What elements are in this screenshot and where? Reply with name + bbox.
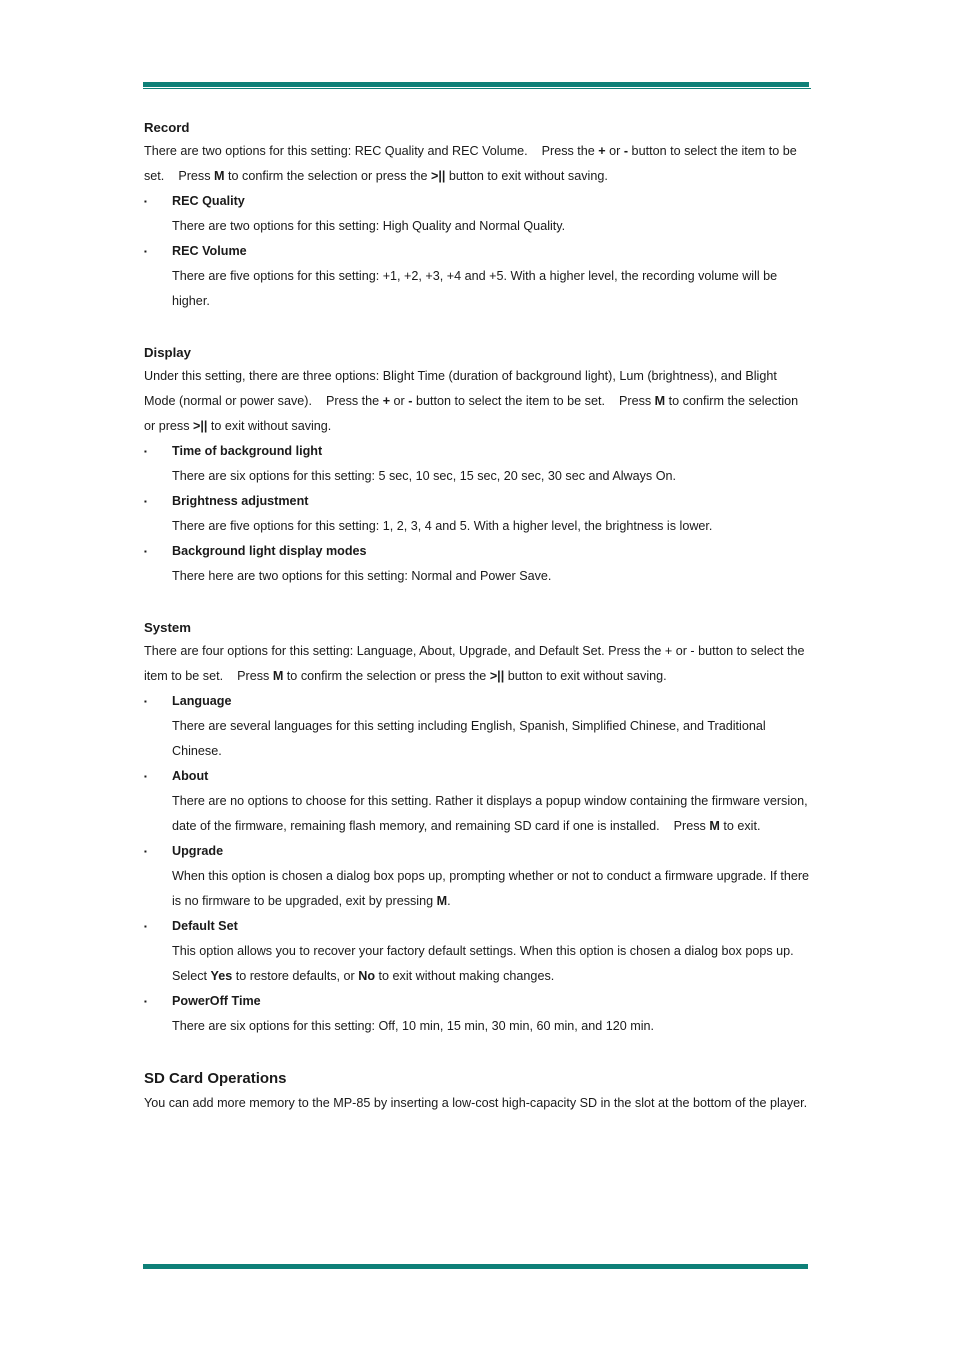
header-rule-thin: [143, 88, 811, 89]
list-item: [144, 839, 810, 914]
item-title: About: [172, 769, 209, 783]
bullet-icon: ▪: [144, 997, 147, 1006]
item-text: There are several languages for this setting including English, Spanish, Simplified Chinese, and Traditional Chinese.: [172, 719, 766, 758]
bullet-icon: ▪: [144, 197, 147, 206]
item-text: When this option is chosen a dialog box pops up, prompting whether or not to conduct a firmware upgrade. If there is no firmware to be upgraded, exit by pressing M.: [172, 869, 810, 908]
item-title: PowerOff Time: [172, 994, 261, 1008]
record-intro: There are two options for this setting: REC Quality and REC Volume. Press the + or - button to select the item to be set. Press M to confirm the selection or press the >|| button to exit without saving.: [144, 144, 797, 183]
bullet-icon: ▪: [144, 922, 147, 931]
section-title-record: Record: [144, 120, 190, 135]
list-item: [144, 439, 810, 489]
bullet-icon: ▪: [144, 497, 147, 506]
section-title-display: Display: [144, 345, 191, 360]
section-title-sdcard: SD Card Operations: [144, 1070, 287, 1087]
list-item: [144, 489, 810, 539]
list-item: [144, 189, 810, 239]
item-text: There are no options to choose for this setting. Rather it displays a popup window containing the firmware version, date of the firmware, remaining flash memory, and remaining SD card if one is installed. Press M to exit.: [172, 794, 808, 833]
page-content: [144, 116, 810, 1116]
display-intro: Under this setting, there are three options: Blight Time (duration of background light), Lum (brightness), and Blight Mode (normal or power save). Press the + or - button to select the item to be set. Press M to confirm the selection or press >|| to exit without saving.: [144, 369, 799, 433]
item-title: Brightness adjustment: [172, 494, 309, 508]
item-title: Upgrade: [172, 844, 224, 858]
list-item: [144, 689, 810, 764]
section-title-system: System: [144, 620, 191, 635]
item-text: There are six options for this setting: 5 sec, 10 sec, 15 sec, 20 sec, 30 sec and Always On.: [172, 469, 677, 483]
list-item: [144, 764, 810, 839]
bullet-icon: ▪: [144, 697, 147, 706]
bullet-icon: ▪: [144, 847, 147, 856]
bullet-icon: ▪: [144, 772, 147, 781]
item-title: Language: [172, 694, 232, 708]
item-title: Default Set: [172, 919, 238, 933]
bullet-icon: ▪: [144, 247, 147, 256]
list-item: [144, 989, 810, 1039]
list-item: [144, 914, 810, 989]
list-item: [144, 239, 810, 314]
item-text: This option allows you to recover your factory default settings. When this option is chosen a dialog box pops up. Select Yes to restore defaults, or No to exit without making changes.: [172, 944, 794, 983]
item-title: Background light display modes: [172, 544, 367, 558]
footer-rule: [143, 1264, 808, 1269]
bullet-icon: ▪: [144, 547, 147, 556]
item-text: There are five options for this setting: 1, 2, 3, 4 and 5. With a higher level, the brightness is lower.: [172, 519, 713, 533]
item-title: Time of background light: [172, 444, 323, 458]
header-rule: [143, 82, 809, 87]
item-title: REC Quality: [172, 194, 245, 208]
sdcard-text: You can add more memory to the MP-85 by inserting a low-cost high-capacity SD in the slot at the bottom of the player.: [144, 1096, 808, 1110]
item-text: There are six options for this setting: Off, 10 min, 15 min, 30 min, 60 min, and 120 min.: [172, 1019, 655, 1033]
item-title: REC Volume: [172, 244, 247, 258]
item-text: There here are two options for this setting: Normal and Power Save.: [172, 569, 552, 583]
bullet-icon: ▪: [144, 447, 147, 456]
item-text: There are two options for this setting: High Quality and Normal Quality.: [172, 219, 566, 233]
system-intro: There are four options for this setting: Language, About, Upgrade, and Default Set. Press the + or - button to select the item to be set. Press M to confirm the selection or press the >|| button to exit without saving.: [144, 644, 805, 683]
list-item: [144, 539, 810, 589]
item-text: There are five options for this setting: +1, +2, +3, +4 and +5. With a higher level, the recording volume will be higher.: [172, 269, 778, 308]
